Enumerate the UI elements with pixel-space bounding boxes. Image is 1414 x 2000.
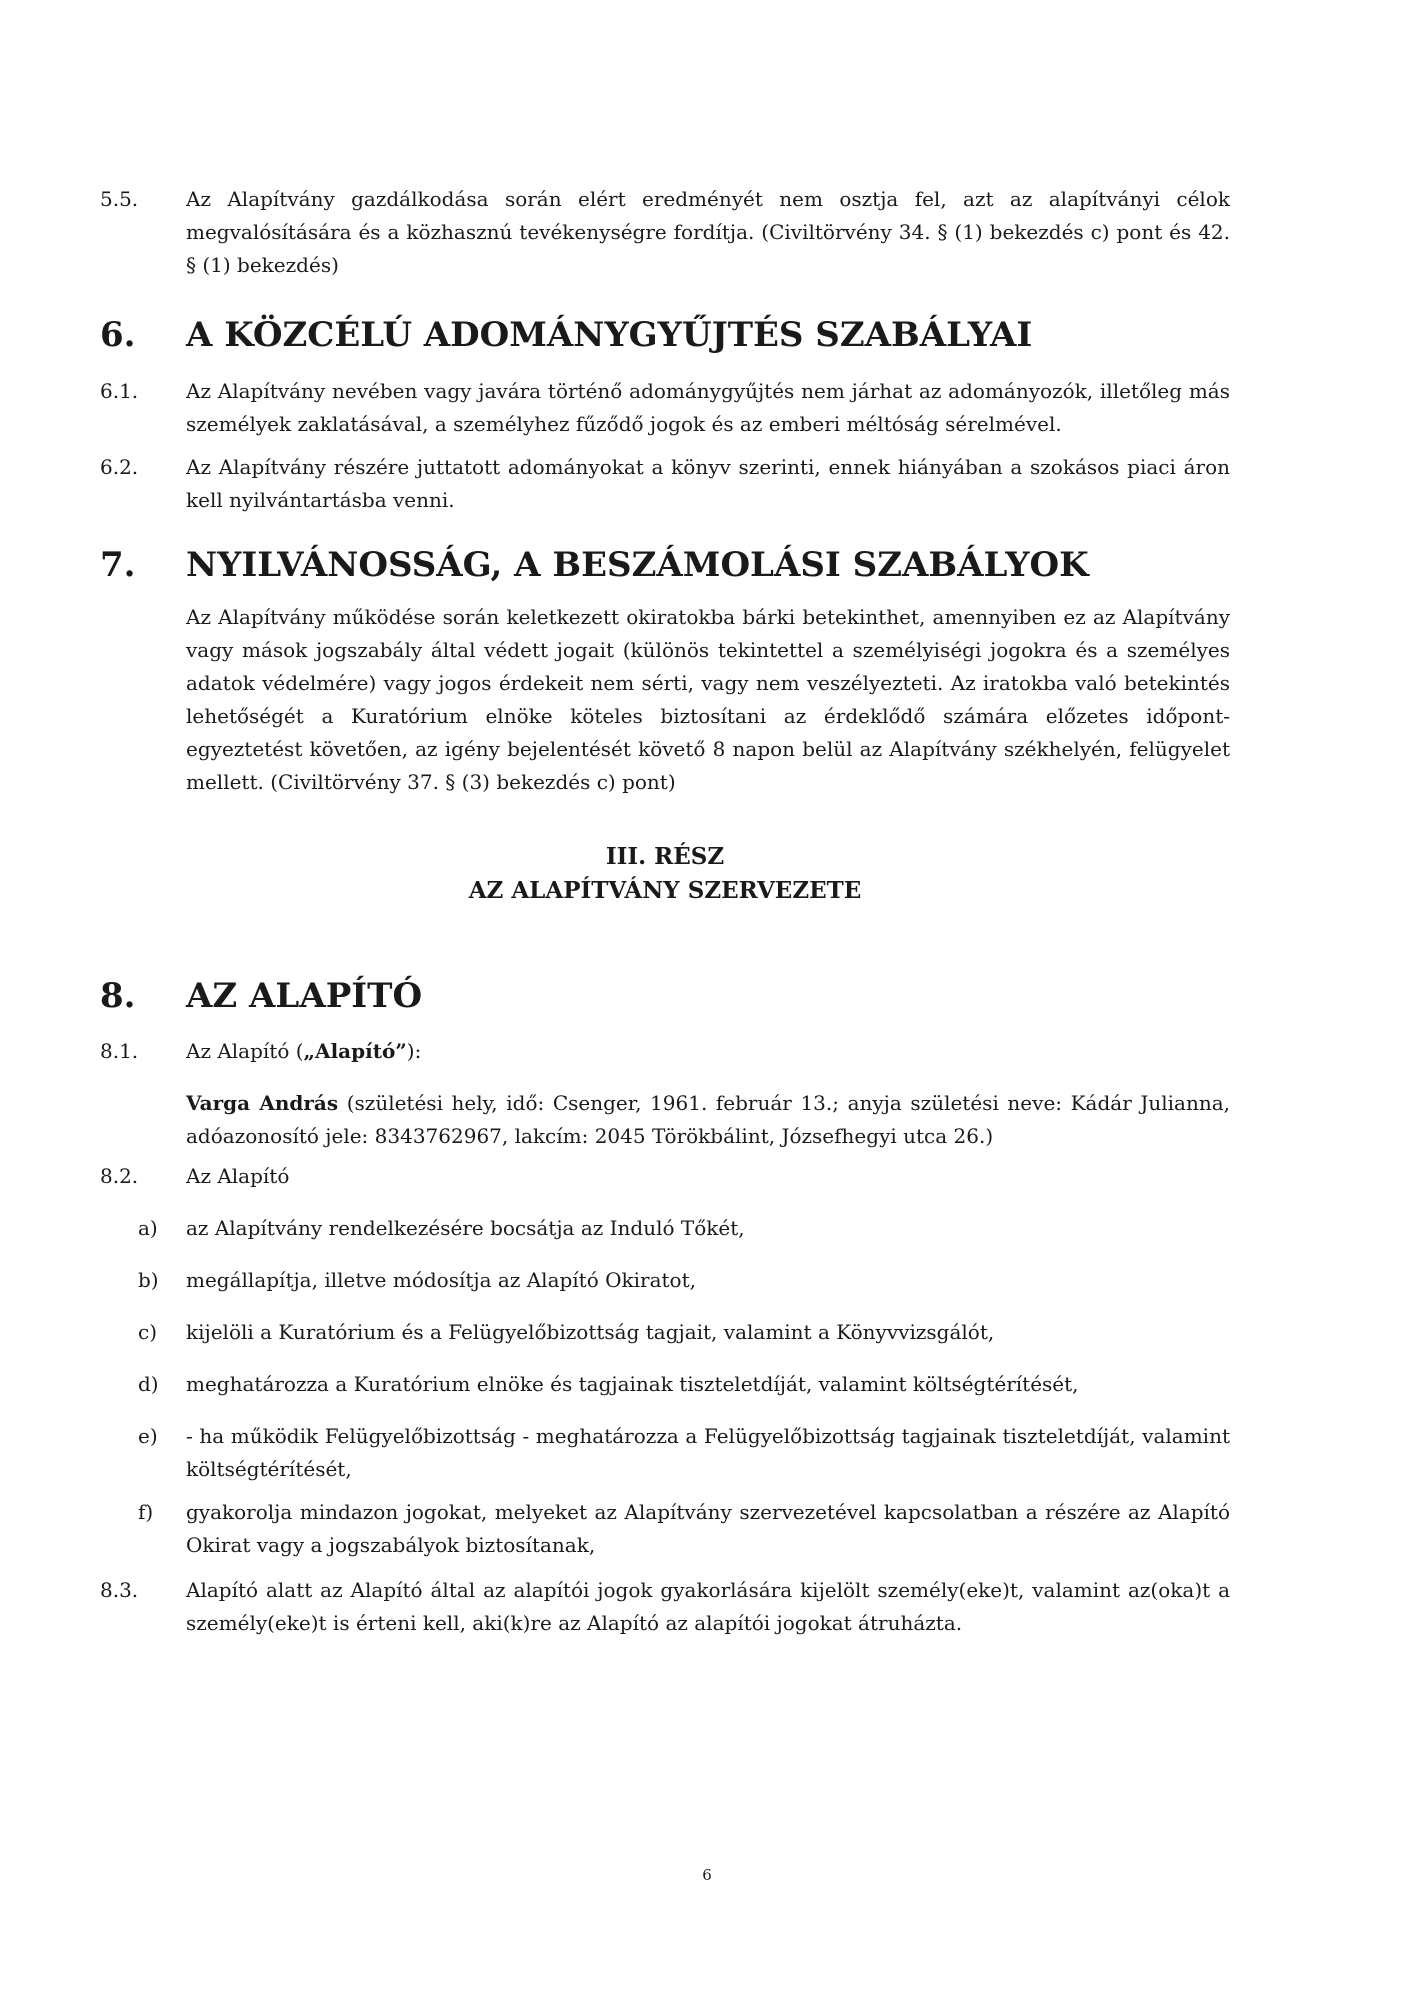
page-number: 6 bbox=[702, 1866, 712, 1884]
paragraph-number: 6.1. bbox=[100, 379, 139, 403]
paragraph-text: Az Alapítvány részére juttatott adományokat a könyv szerinti, ennek hiányában a szokásos piaci áron kell nyilvántartásba venni. bbox=[186, 455, 1230, 512]
paragraph-text: Az Alapítvány gazdálkodása során elért eredményét nem osztja fel, azt az alapítványi célok megvalósítására és a közhasznú tevékenységre fordítja. (Civiltörvény 34. § (1) bekezdés c) pont és 42. § (1) bekezdés) bbox=[186, 187, 1230, 277]
section-title: AZ ALAPÍTÓ bbox=[186, 976, 423, 1016]
list-text: kijelöli a Kuratórium és a Felügyelőbizottság tagjait, valamint a Könyvvizsgálót, bbox=[186, 1320, 995, 1344]
text-after: ): bbox=[406, 1039, 422, 1063]
list-text: megállapítja, illetve módosítja az Alapító Okiratot, bbox=[186, 1268, 696, 1292]
list-text: gyakorolja mindazon jogokat, melyeket az Alapítvány szervezetével kapcsolatban a részére az Alapító Okirat vagy a jogszabályok biztosítanak, bbox=[186, 1500, 1230, 1557]
paragraph-number: 8.2. bbox=[100, 1164, 139, 1188]
paragraph-text: Alapító alatt az Alapító által az alapítói jogok gyakorlására kijelölt személy(eke)t, valamint az(oka)t a személy(eke)t is érteni kell, aki(k)re az Alapító az alapítói jogokat átruházta. bbox=[186, 1578, 1230, 1635]
paragraph-text: Az Alapítvány működése során keletkezett okiratokba bárki betekinthet, amennyiben ez az Alapítvány vagy mások jogszabály által védett jogait (különös tekintettel a személyiségi jogokra és a személyes adatok védelmére) vagy jogos érdekeit nem sérti, vagy nem veszélyezteti. Az iratokba való betekintés lehetőségét a Kuratórium elnöke köteles biztosítani az érdeklődő számára előzetes időpont-egyeztetést követően, az igény bejelentését követő 8 napon belül az Alapítvány székhelyén, felügyelet mellett. (Civiltörvény 37. § (3) bekezdés c) pont) bbox=[186, 605, 1230, 794]
paragraph-text bbox=[186, 1087, 1230, 1153]
paragraph-number: 8.3. bbox=[100, 1578, 139, 1602]
list-label: f) bbox=[138, 1500, 154, 1524]
list-label: c) bbox=[138, 1320, 158, 1344]
paragraph-text: Az Alapító bbox=[186, 1164, 290, 1188]
paragraph-number: 6.2. bbox=[100, 455, 139, 479]
paragraph-number: 8.1. bbox=[100, 1039, 139, 1063]
section-number: 7. bbox=[100, 545, 136, 585]
founder-info: (születési hely, idő: Csenger, 1961. február 13.; anyja születési neve: Kádár Julianna, adóazonosító jele: 8343762967, lakcím: 2045 Törökbálint, Józsefhegyi utca 26.) bbox=[186, 1091, 1230, 1148]
list-label: d) bbox=[138, 1372, 159, 1396]
text-before: Az Alapító ( bbox=[186, 1039, 304, 1063]
section-number: 8. bbox=[100, 976, 136, 1016]
list-label: e) bbox=[138, 1424, 158, 1448]
founder-name: Varga András bbox=[186, 1091, 339, 1115]
list-text: az Alapítvány rendelkezésére bocsátja az Induló Tőkét, bbox=[186, 1216, 745, 1240]
paragraph-number: 5.5. bbox=[100, 187, 139, 211]
paragraph-text bbox=[186, 1035, 1230, 1068]
list-text: - ha működik Felügyelőbizottság - meghatározza a Felügyelőbizottság tagjainak tiszteletdíját, valamint költségtérítését, bbox=[186, 1424, 1230, 1481]
list-label: b) bbox=[138, 1268, 159, 1292]
list-text: meghatározza a Kuratórium elnöke és tagjainak tiszteletdíját, valamint költségtérítését, bbox=[186, 1372, 1079, 1396]
section-number: 6. bbox=[100, 315, 136, 355]
defined-term: „Alapító” bbox=[303, 1039, 407, 1063]
section-title: NYILVÁNOSSÁG, A BESZÁMOLÁSI SZABÁLYOK bbox=[186, 545, 1089, 585]
list-label: a) bbox=[138, 1216, 158, 1240]
section-title: A KÖZCÉLÚ ADOMÁNYGYŰJTÉS SZABÁLYAI bbox=[186, 315, 1033, 355]
part-title: AZ ALAPÍTVÁNY SZERVEZETE bbox=[468, 877, 862, 904]
part-number: III. RÉSZ bbox=[605, 843, 725, 870]
paragraph-text: Az Alapítvány nevében vagy javára történő adománygyűjtés nem járhat az adományozók, illetőleg más személyek zaklatásával, a személyhez fűződő jogok és az emberi méltóság sérelmével. bbox=[186, 379, 1230, 436]
